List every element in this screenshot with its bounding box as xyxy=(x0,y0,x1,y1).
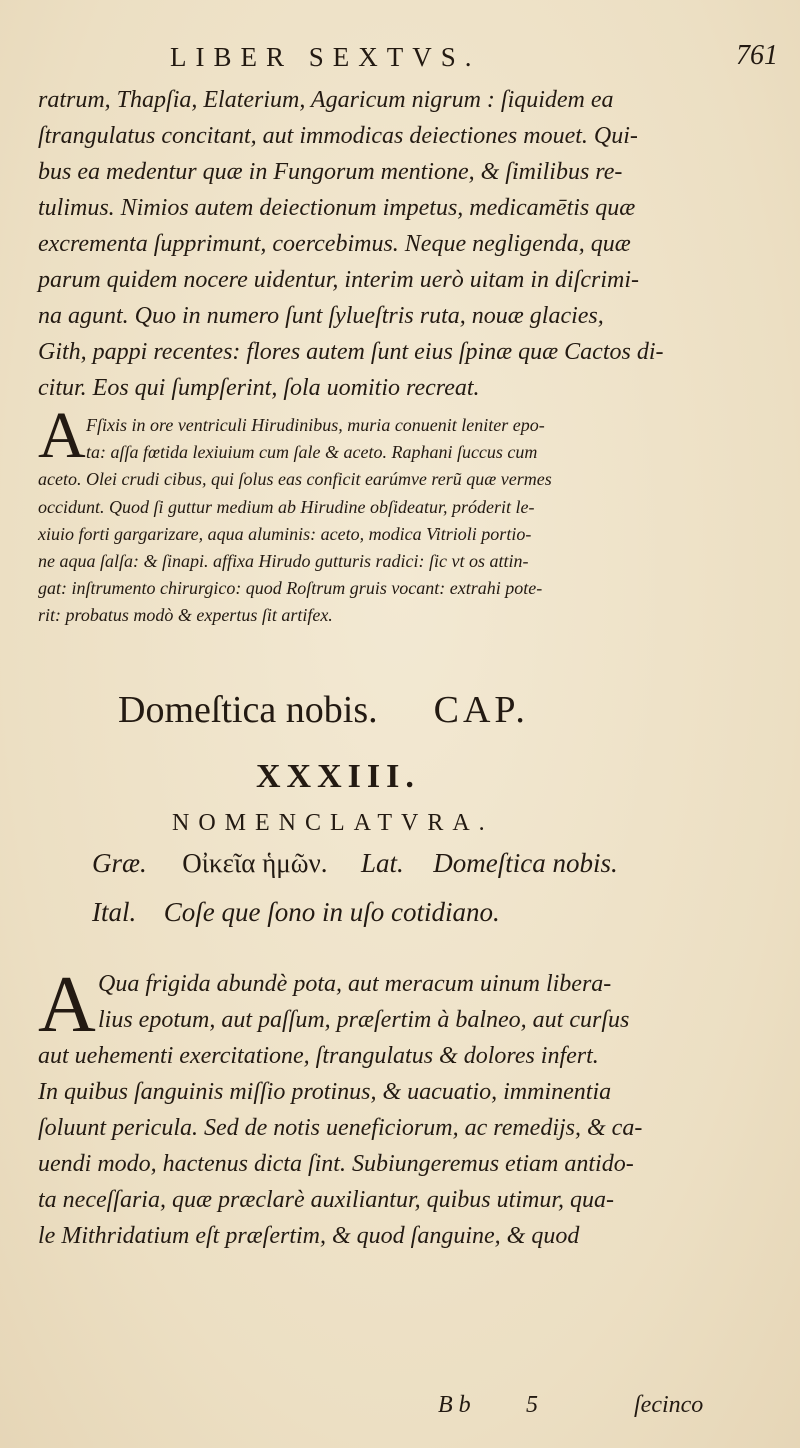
page-number: 761 xyxy=(736,40,778,71)
greek-label: Græ. xyxy=(92,848,147,878)
latin-label: Lat. xyxy=(360,848,404,878)
text-line: excrementa ſupprimunt, coercebimus. Neque negligenda, quæ xyxy=(38,231,631,257)
greek-name: Οἰκεῖα ἡμῶν. xyxy=(182,848,328,878)
italian-name: Coſe que ſono in uſo cotidiano. xyxy=(163,897,500,927)
paragraph-3 xyxy=(38,961,768,1254)
running-header xyxy=(170,42,790,82)
page-signature xyxy=(438,1392,728,1426)
chapter-title xyxy=(118,688,529,732)
text-line: aceto. Olei crudi cibus, qui ſolus eas conficit earúmve rerũ quæ vermes xyxy=(38,469,552,490)
text-line: rit: probatus modò & expertus ſit artifex. xyxy=(38,605,333,626)
paragraph-2 xyxy=(38,412,768,630)
text-line: na agunt. Quo in numero ſunt ſylueſtris ruta, nouæ glacies, xyxy=(38,303,604,329)
text-line: tulimus. Nimios autem deiectionum impetus, medicamētis quæ xyxy=(38,195,636,221)
signature-number: 5 xyxy=(526,1392,538,1418)
text-line: ſtrangulatus concitant, aut immodicas deiectiones mouet. Qui- xyxy=(38,123,638,149)
drop-cap: A xyxy=(38,961,96,1049)
text-line: ratrum, Thapſia, Elaterium, Agaricum nigrum : ſiquidem ea xyxy=(38,87,614,113)
running-title: LIBER SEXTVS. xyxy=(170,42,481,72)
text-line: Fſixis in ore ventriculi Hirudinibus, muria conuenit leniter epo- xyxy=(86,415,545,435)
text-line: citur. Eos qui ſumpſerint, ſola uomitio recreat. xyxy=(38,375,480,401)
latin-name: Domeſtica nobis. xyxy=(433,848,618,878)
text-line: xiuio forti gargarizare, aqua aluminis: aceto, modica Vitrioli portio- xyxy=(38,523,532,544)
text-line: le Mithridatium eſt præſertim, & quod ſanguine, & quod xyxy=(38,1223,580,1249)
text-line: ſoluunt pericula. Sed de notis ueneficiorum, ac remedijs, & ca- xyxy=(38,1115,643,1141)
text-line: Gith, pappi recentes: flores autem ſunt eius ſpinæ quæ Cactos di- xyxy=(38,339,664,365)
text-line: aut uehementi exercitatione, ſtrangulatus & dolores infert. xyxy=(38,1043,599,1069)
chapter-name: Domeſtica nobis. xyxy=(118,689,378,731)
text-line: ne aqua ſalſa: & ſinapi. affixa Hirudo gutturis radici: ſic vt os attin- xyxy=(38,551,529,572)
italian-label: Ital. xyxy=(92,897,137,927)
text-line: lius epotum, aut paſſum, præſertim à balneo, aut curſus xyxy=(98,1007,630,1033)
nomenclature-line-greek-latin xyxy=(92,848,618,879)
catchword: ſecinco xyxy=(634,1392,704,1418)
signature-mark: B b xyxy=(438,1392,471,1418)
text-line: parum quidem nocere uidentur, interim uerò uitam in diſcrimi- xyxy=(38,267,640,293)
nomenclature-line-italian xyxy=(92,897,500,928)
drop-cap: A xyxy=(38,399,86,472)
text-line: uendi modo, hactenus dicta ſint. Subiungeremus etiam antido- xyxy=(38,1151,634,1177)
text-line: bus ea medentur quæ in Fungorum mentione, & ſimilibus re- xyxy=(38,159,623,185)
text-line: In quibus ſanguinis miſſio protinus, & uacuatio, imminentia xyxy=(38,1079,612,1105)
text-line: occidunt. Quod ſi guttur medium ab Hirudine obſideatur, próderit le- xyxy=(38,496,535,517)
nomenclatura-heading: NOMENCLATVRA. xyxy=(172,810,494,836)
text-line: ta: aſſa fœtida lexiuium cum ſale & aceto. Raphani ſuccus cum xyxy=(86,442,538,463)
paragraph-1 xyxy=(38,82,768,406)
chapter-cap: CAP. xyxy=(433,689,529,731)
text-line: Qua frigida abundè pota, aut meracum uinum libera- xyxy=(98,971,612,997)
text-line: gat: inſtrumento chirurgico: quod Roſtrum gruis vocant: extrahi pote- xyxy=(38,578,543,599)
chapter-number: XXXIII. xyxy=(256,758,420,795)
text-line: ta neceſſaria, quæ præclarè auxiliantur, quibus utimur, qua- xyxy=(38,1187,614,1213)
